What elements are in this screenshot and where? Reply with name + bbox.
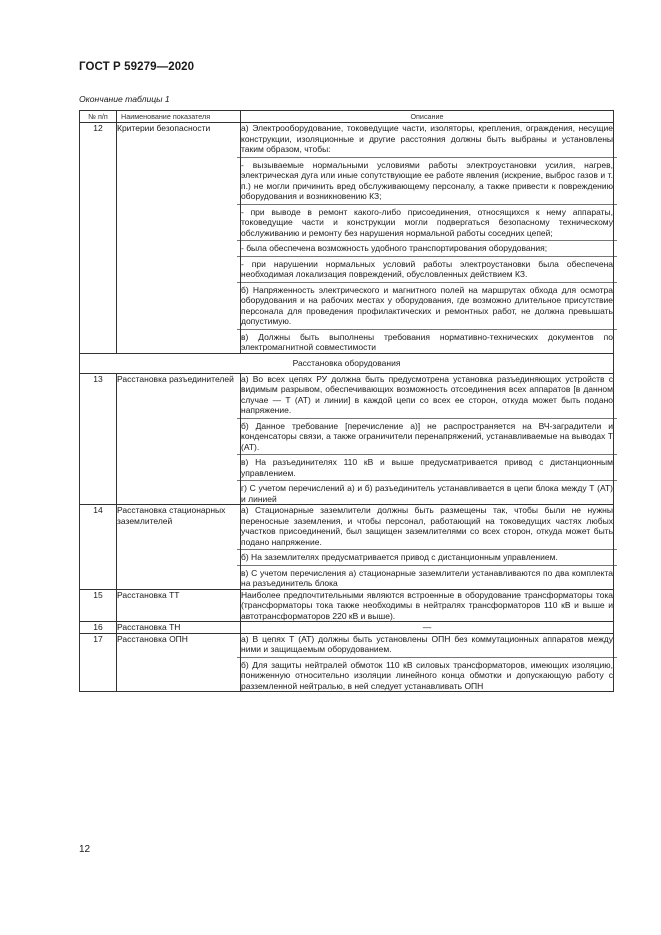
row-number: 15 [80, 589, 117, 622]
table-caption: Окончание таблицы 1 [79, 94, 170, 104]
row-number: 17 [80, 633, 117, 692]
row-number: 16 [80, 622, 117, 634]
description-item: а) В цепях Т (АТ) должны быть установлены ОПН без коммутационных аппаратов между ними и защищаемым оборудованием. [241, 633, 613, 654]
row-name: Расстановка ТН [117, 622, 241, 634]
row-description [241, 589, 614, 622]
description-item: в) С учетом перечисления а) стационарные заземлители устанавливаются по два комплекта на разъединитель блока [237, 565, 617, 589]
column-header-description: Описание [241, 111, 614, 123]
description-item: - была обеспечена возможность удобного транспортирования оборудования; [237, 240, 617, 254]
table-row [80, 373, 614, 505]
row-description [241, 505, 614, 590]
section-title: Расстановка оборудования [80, 353, 614, 373]
document-code: ГОСТ Р 59279—2020 [79, 61, 195, 73]
table-row [80, 633, 614, 692]
description-item: б) На заземлителях предусматривается привод с дистанционным управлением. [237, 549, 617, 563]
description-item: - при нарушении нормальных условий работы электроустановки была обеспечена необходимая локализация повреждений, обусловленных действием КЗ. [237, 256, 617, 280]
table-row [80, 622, 614, 634]
table-header-row [80, 111, 614, 123]
section-row [80, 353, 614, 373]
page-number: 12 [79, 844, 91, 855]
description-item: - при выводе в ремонт какого-либо присоединения, относящихся к нему аппараты, токоведущие части и конструкции могли подвергаться безопасному техническому обслуживанию и ремонту без нарушения нормальной работы соседних цепей; [237, 204, 617, 239]
row-number: 13 [80, 373, 117, 505]
row-description [241, 633, 614, 692]
description-item: в) На разъединителях 110 кВ и выше предусматривается привод с дистанционным управлением. [237, 454, 617, 478]
row-number: 14 [80, 505, 117, 590]
row-description [241, 373, 614, 505]
row-name: Расстановка стационарных заземлителей [117, 505, 241, 590]
requirements-table [79, 110, 614, 692]
row-name: Расстановка ОПН [117, 633, 241, 692]
description-item: в) Должны быть выполнены требования нормативно-технических документов по электромагнитной совместимости [237, 329, 617, 353]
table-row [80, 505, 614, 590]
table-row [80, 123, 614, 354]
description-item: б) Данное требование [перечисление а)] не распространяется на ВЧ-заградители и конденсаторы связи, а также ограничители перенапряжений, устанавливаемые на выводах Т (АТ). [237, 418, 617, 453]
description-item: а) Стационарные заземлители должны быть размещены так, чтобы были не нужны переносные заземления, и чтобы персонал, работающий на токоведущих частях любых участков присоединений, был защищен заземлителями со всех сторон, откуда может быть подано напряжение. [241, 505, 613, 547]
row-description: — [241, 622, 614, 634]
description-item: Наиболее предпочтительными являются встроенные в оборудование трансформаторы тока (трансформаторы тока также необходимы в нейтралях трансформаторов 110 кВ и выше и автотрансформаторов 220 кВ и выше). [241, 589, 613, 621]
column-header-name: Наименование показателя [117, 111, 241, 123]
row-name: Расстановка ТТ [117, 589, 241, 622]
row-description [241, 123, 614, 354]
description-item: а) Электрооборудование, токоведущие части, изоляторы, крепления, ограждения, несущие конструкции, изоляционные и другие расстояния должны быть выбраны и установлены таким образом, чтобы: [241, 123, 613, 154]
column-header-number: № п/п [80, 111, 117, 123]
row-number: 12 [80, 123, 117, 354]
description-item: б) Для защиты нейтралей обмоток 110 кВ силовых трансформаторов, имеющих изоляцию, пониженную относительно изоляции линейного конца обмотки и допускающую работу с разземленной нейтралью, в ней следует устанавливать ОПН [237, 657, 617, 692]
description-item: - вызываемые нормальными условиями работы электроустановки усилия, нагрев, электрическая дуга или иные сопутствующие ее работе явления (искрение, выброс газов и т. п.) не могли причинить вред обслуживающему персоналу, а также привести к повреждению оборудования и возникновению КЗ; [237, 157, 617, 202]
table-row [80, 589, 614, 622]
row-name: Расстановка разъединителей [117, 373, 241, 505]
description-item: б) Напряженность электрического и магнитного полей на маршрутах обхода для осмотра оборудования и на рабочих местах у оборудования, где возможно длительное присутствие персонала для проведения профилактических и ремонтных работ, не должна превышать допустимую. [237, 282, 617, 327]
description-item: а) Во всех цепях РУ должна быть предусмотрена установка разъединяющих устройств с видимым разрывом, обеспечивающих возможность отсоединения всех аппаратов [в данном случае — Т (АТ) и линии] в каждой цепи со всех ее сторон, откуда может быть подано напряжение. [241, 373, 613, 415]
row-name: Критерии безопасности [117, 123, 241, 354]
description-item: г) С учетом перечислений а) и б) разъединитель устанавливается в цепи блока между Т (АТ) и линией [237, 480, 617, 504]
